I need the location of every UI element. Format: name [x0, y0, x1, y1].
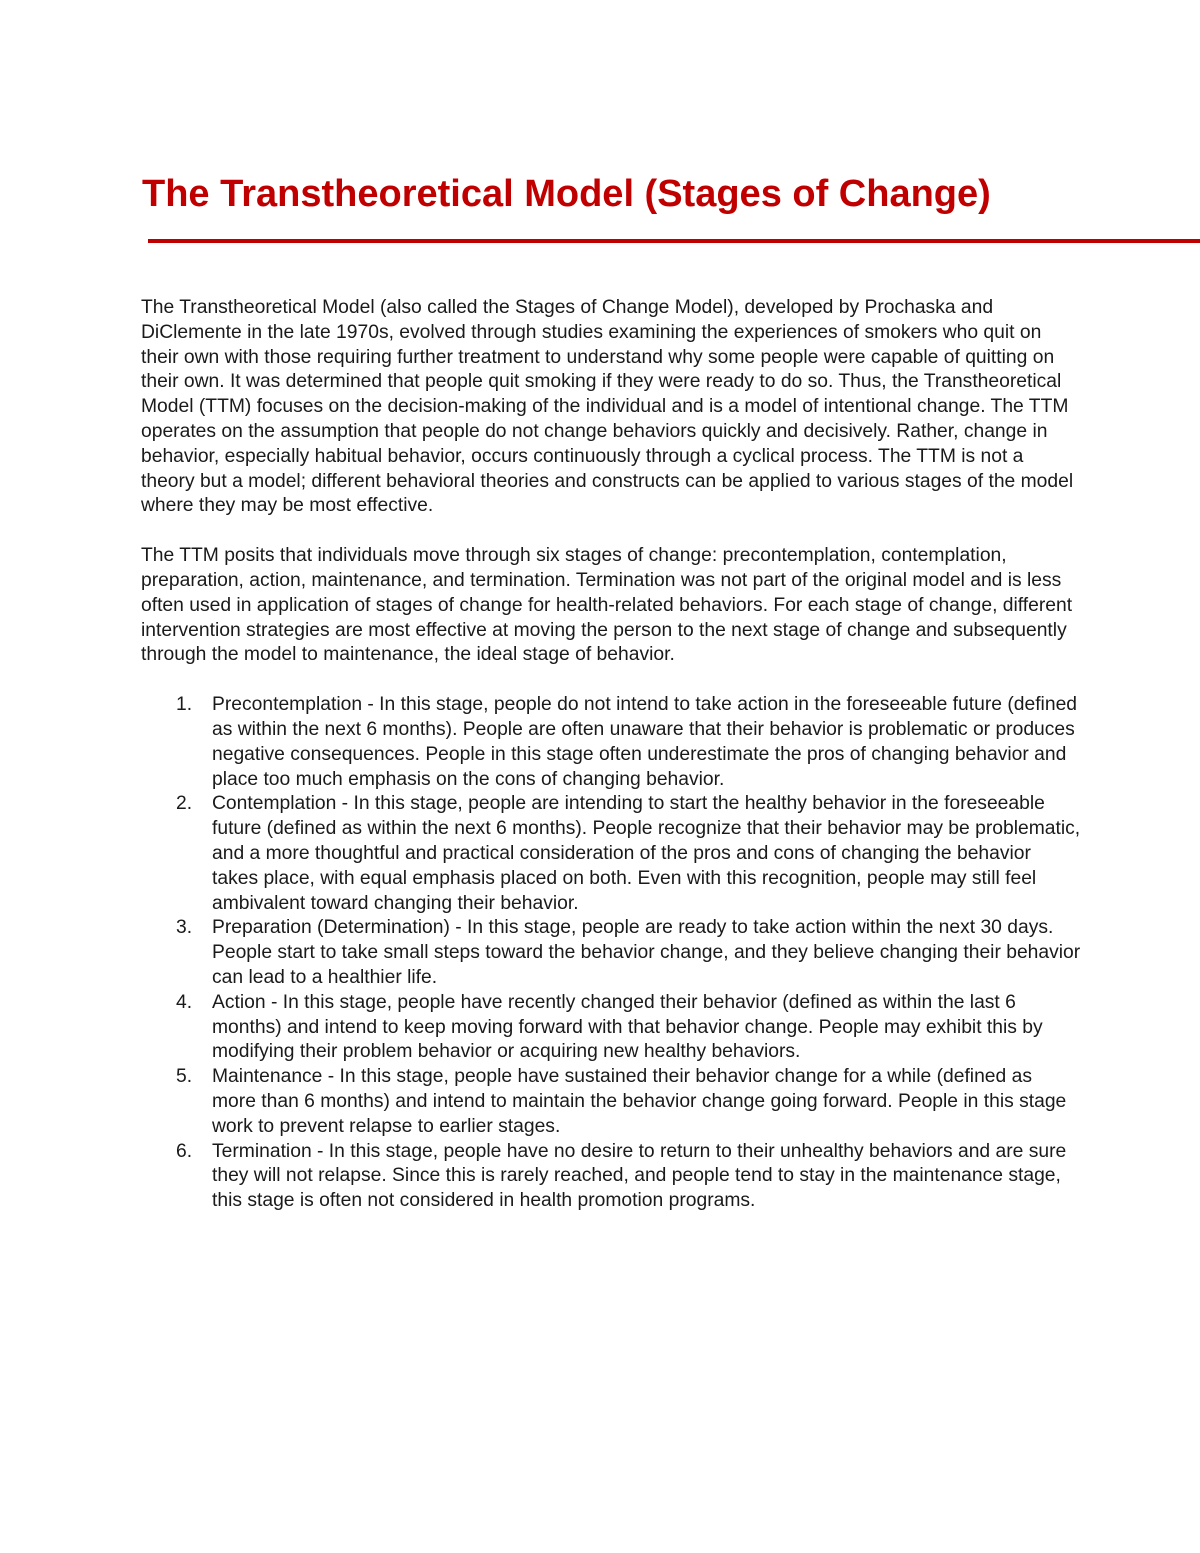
stages-overview-paragraph: The TTM posits that individuals move through six stages of change: precontemplation, contemplation, preparation, action, maintenance, and termination. Termination was not part of the original model and is less often used in application of stages of change for health-related behaviors. For each stage of change, different intervention strategies are most effective at moving the person to the next stage of change and subsequently through the model to maintenance, the ideal stage of behavior. — [141, 545, 1073, 666]
list-item-action — [141, 991, 1081, 1065]
list-item-precontemplation — [141, 693, 1081, 792]
list-number: 3. — [176, 917, 193, 939]
intro-paragraph: The Transtheoretical Model (also called the Stages of Change Model), developed by Prochaska and DiClemente in the late 1970s, evolved through studies examining the experiences of smokers who quit on their own with those requiring further treatment to understand why some people were capable of quitting on their own. It was determined that people quit smoking if they were ready to do so. Thus, the Transtheoretical Model (TTM) focuses on the decision-making of the individual and is a model of intentional change. The TTM operates on the assumption that people do not change behaviors quickly and decisively. Rather, change in behavior, especially habitual behavior, occurs continuously through a cyclical process. The TTM is not a theory but a model; different behavioral theories and constructs can be applied to various stages of the model where they may be most effective. — [141, 297, 1074, 517]
page-title: The Transtheoretical Model (Stages of Change) — [142, 173, 991, 215]
list-number: 6. — [176, 1140, 193, 1162]
list-number: 4. — [176, 991, 193, 1013]
list-item-text: Contemplation - In this stage, people are intending to start the healthy behavior in the foreseeable future (defined as within the next 6 months). People recognize that their behavior may be problematic, and a more thoughtful and practical consideration of the pros and cons of changing the behavior takes place, with equal emphasis placed on both. Even with this recognition, people may still feel ambivalent toward changing their behavior. — [212, 793, 1081, 914]
list-item-text: Preparation (Determination) - In this stage, people are ready to take action within the next 30 days. People start to take small steps toward the behavior change, and they believe changing their behavior can lead to a healthier life. — [212, 917, 1081, 988]
list-item-termination — [141, 1140, 1081, 1214]
list-item-maintenance — [141, 1065, 1081, 1139]
list-item-text: Action - In this stage, people have recently changed their behavior (defined as within the last 6 months) and intend to keep moving forward with that behavior change. People may exhibit this by modifying their problem behavior or acquiring new healthy behaviors. — [212, 991, 1043, 1063]
title-divider — [148, 239, 1200, 243]
list-number: 2. — [176, 793, 193, 815]
list-item-text: Maintenance - In this stage, people have sustained their behavior change for a while (defined as more than 6 months) and intend to maintain the behavior change going forward. People in this stage work to prevent relapse to earlier stages. — [212, 1066, 1067, 1137]
document-body — [141, 296, 1081, 1214]
list-number: 5. — [176, 1066, 193, 1088]
list-number: 1. — [176, 694, 193, 716]
list-item-text: Termination - In this stage, people have no desire to return to their unhealthy behaviors and are sure they will not relapse. Since this is rarely reached, and people tend to stay in the maintenance stage, this stage is often not considered in health promotion programs. — [212, 1140, 1067, 1212]
stages-list — [141, 693, 1081, 1214]
list-item-contemplation — [141, 792, 1081, 916]
list-item-preparation — [141, 916, 1081, 990]
list-item-text: Precontemplation - In this stage, people do not intend to take action in the foreseeable future (defined as within the next 6 months). People are often unaware that their behavior is problematic or produces negative consequences. People in this stage often underestimate the pros of changing behavior and place too much emphasis on the cons of changing behavior. — [212, 694, 1078, 790]
